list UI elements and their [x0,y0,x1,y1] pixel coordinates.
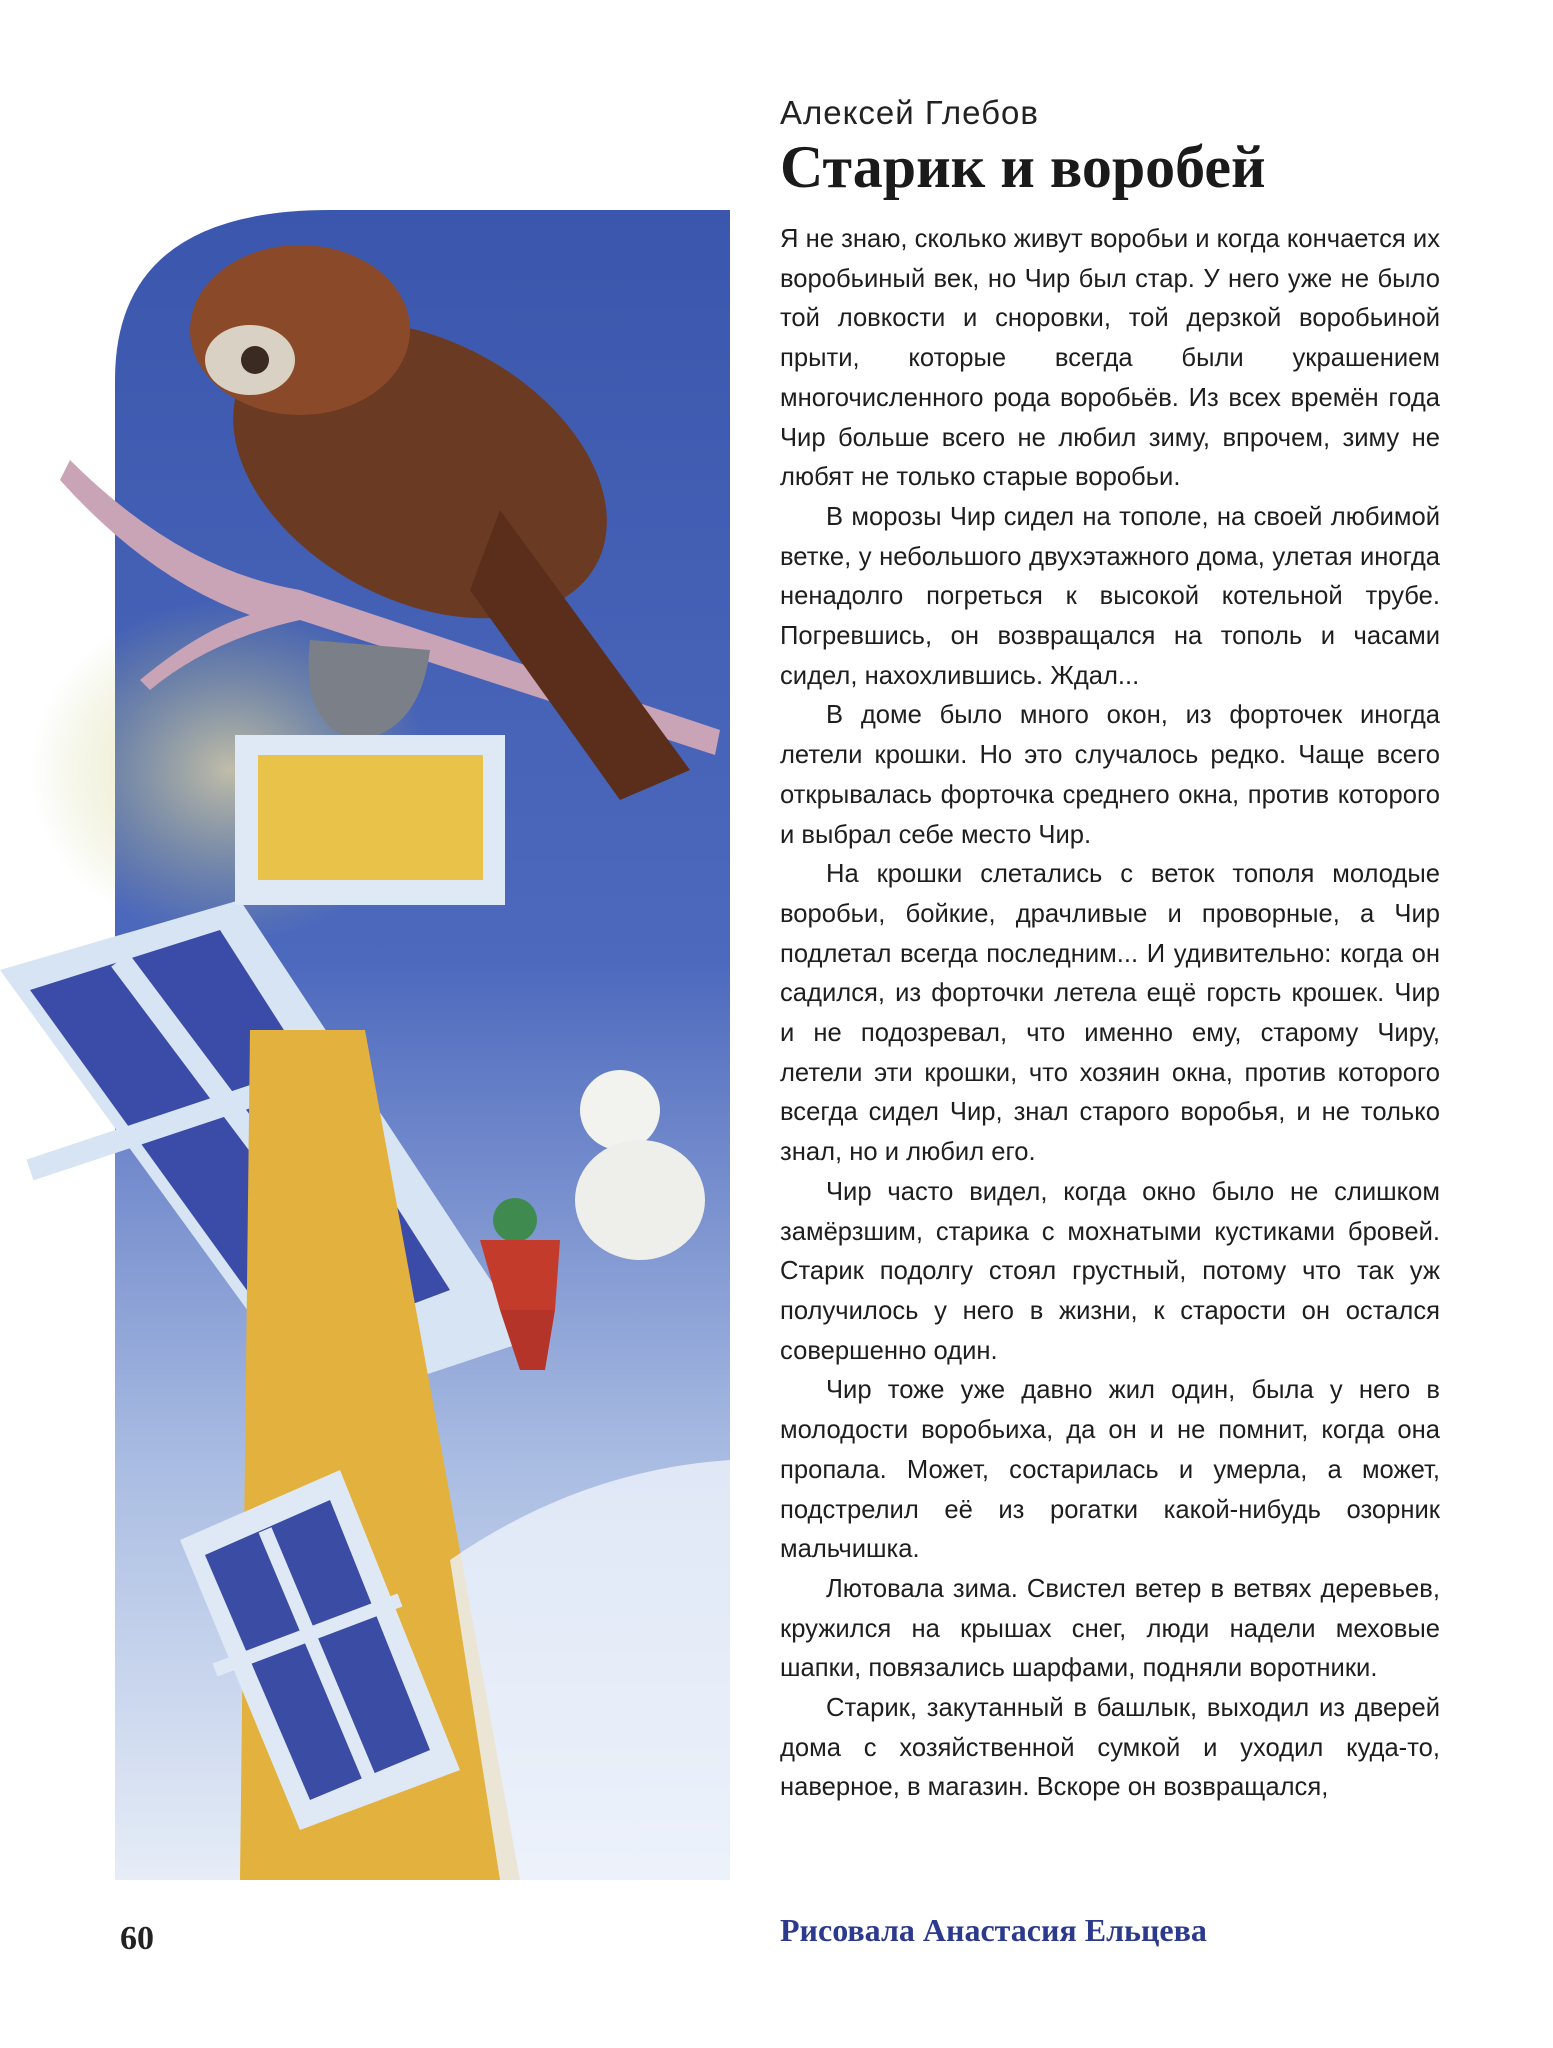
story-title: Старик и воробей [780,134,1266,200]
watercolor-illustration [0,210,730,1880]
paragraph: В морозы Чир сидел на тополе, на своей любимой ветке, у небольшого двухэтажного дома, улетая иногда ненадолго погреться к высокой котельной трубе. Погревшись, он возвращался на тополь и часами сидел, нахохлившись. Ждал... [780,502,1440,690]
paragraph: Чир тоже уже давно жил один, была у него в молодости воробьиха, да он и не помнит, когда она пропала. Может, состарилась и умерла, а может, подстрелил её из рогатки какой-нибудь озорник мальчишка. [780,1376,1440,1564]
author-name: Алексей Глебов [780,94,1039,131]
illustrator-credit: Рисовала Анастасия Ельцева [780,1912,1207,1948]
paragraph: Я не знаю, сколько живут воробьи и когда кончается их воробьиный век, но Чир был стар. У него уже не было той ловкости и сноровки, той дерзкой воробьиной прыти, которые всегда были украшением многочисленного рода воробьёв. Из всех времён года Чир больше всего не любил зиму, впрочем, зиму не любят не только старые воробьи. [780,225,1440,492]
paragraph: На крошки слетались с веток тополя молодые воробьи, бойкие, драчливые и проворные, а Чир подлетал всегда последним... И удивительно: когда он садился, из форточки летела ещё горсть крошек. Чир и не подозревал, что именно ему, старому Чиру, летели эти крошки, что хозяин окна, против которого всегда сидел Чир, знал старого воробья, и не только знал, но и любил его. [780,860,1440,1167]
article [780,90,1440,1808]
paragraph: Старик, закутанный в башлык, выходил из дверей дома с хозяйственной сумкой и уходил куда-то, наверное, в магазин. Вскоре он возвращался, [780,1694,1440,1802]
paragraph: Чир часто видел, когда окно было не слишком замёрзшим, старика с мохнатыми кустиками бровей. Старик подолгу стоял грустный, потому что так уж получилось у него в жизни, к старости он остался совершенно один. [780,1177,1440,1365]
page-number: 60 [120,1920,154,1957]
paragraph: Лютовала зима. Свистел ветер в ветвях деревьев, кружился на крышах снег, люди надели меховые шапки, повязались шарфами, подняли воротники. [780,1574,1440,1683]
paragraph: В доме было много окон, из форточек иногда летели крошки. Но это случалось редко. Чаще всего открывалась форточка среднего окна, против которого и выбрал себе место Чир. [780,701,1440,849]
story-body [780,220,1440,1808]
illustration-sparrow-window [0,210,730,1880]
